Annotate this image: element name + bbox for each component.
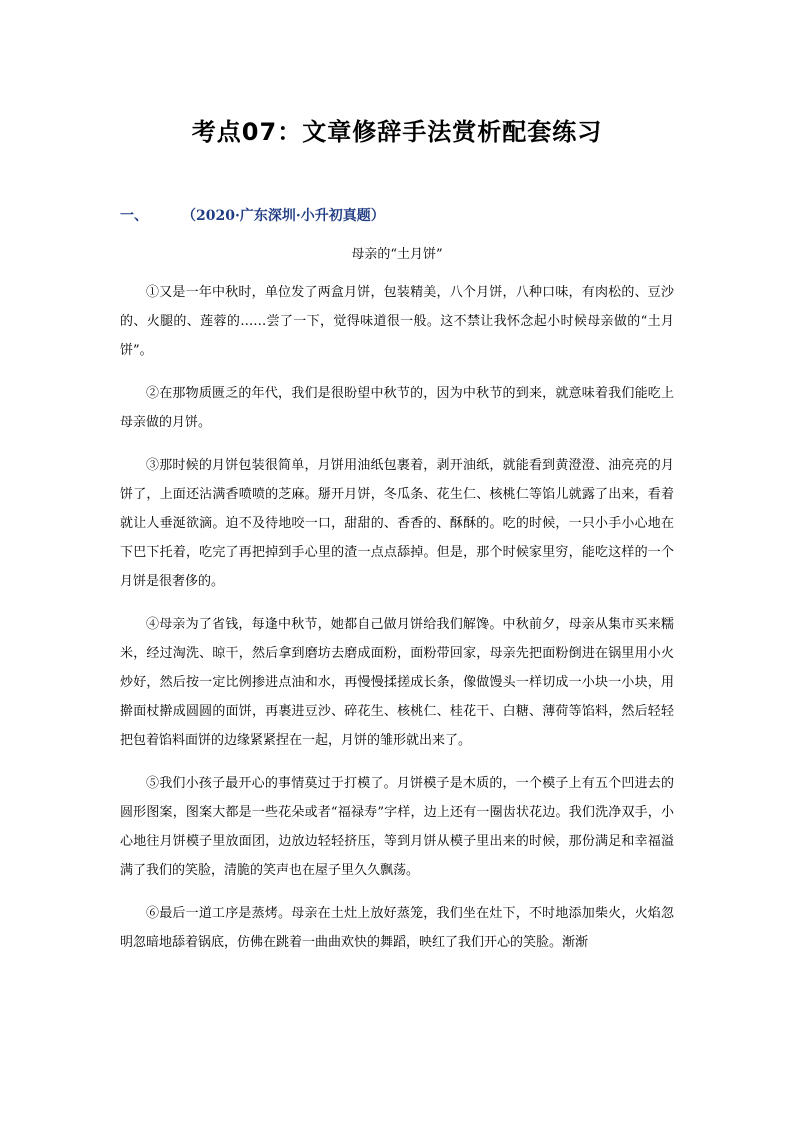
paragraph-2: ②在那物质匮乏的年代，我们是很盼望中秋节的，因为中秋节的到来，就意味着我们能吃上母亲做的月饼。	[120, 386, 674, 430]
passage-title: 母亲的“土月饼”	[351, 247, 443, 262]
paragraph-5: ⑤我们小孩子最开心的事情莫过于打模了。月饼模子是木质的，一个模子上有五个凹进去的圆形图案，图案大都是一些花朵或者“福禄寿”字样，边上还有一圈齿状花边。我们洗净双手，小心地往月饼模子里放面团，边放边轻轻挤压，等到月饼从模子里出来的时候，那份满足和幸福溢满了我们的笑脸，清脆的笑声也在屋子里久久飘荡。	[120, 776, 674, 878]
paragraph-3: ③那时候的月饼包装很简单，月饼用油纸包裹着，剥开油纸，就能看到黄澄澄、油亮亮的月饼了，上面还沾满香喷喷的芝麻。掰开月饼，冬瓜条、花生仁、核桃仁等馅儿就露了出来，看着就让人垂涎欲滴。迫不及待地咬一口，甜甜的、香香的、酥酥的。吃的时候，一只小手小心地在下巴下托着，吃完了再把掉到手心里的渣一点点舔掉。但是，那个时候家里穷，能吃这样的一个月饼是很奢侈的。	[120, 458, 674, 589]
page-title: 考点07：文章修辞手法赏析配套练习	[191, 118, 603, 146]
passage-body	[120, 278, 674, 971]
section-number: 一、	[120, 208, 148, 224]
section-heading	[120, 205, 385, 225]
paragraph-1: ①又是一年中秋时，单位发了两盒月饼，包装精美，八个月饼，八种口味，有肉松的、豆沙的、火腿的、莲蓉的……尝了一下，觉得味道很一般。这不禁让我怀念起小时候母亲做的“土月饼”。	[120, 285, 674, 358]
paragraph-4: ④母亲为了省钱，每逢中秋节，她都自己做月饼给我们解馋。中秋前夕，母亲从集市买来糯米，经过淘洗、晾干，然后拿到磨坊去磨成面粉，面粉带回家，母亲先把面粉倒进在锅里用小火炒好，然后按一定比例掺进点油和水，再慢慢揉搓成长条，像做馒头一样切成一小块一小块，用擀面杖擀成圆圆的面饼，再裹进豆沙、碎花生、核桃仁、桂花干、白糖、薄荷等馅料，然后轻轻把包着馅料面饼的边缘紧紧捏在一起，月饼的雏形就出来了。	[120, 617, 674, 748]
section-source: （2020·广东深圳·小升初真题）	[182, 208, 385, 224]
paragraph-6: ⑥最后一道工序是蒸烤。母亲在土灶上放好蒸笼，我们坐在灶下，不时地添加柴火，火焰忽明忽暗地舔着锅底，仿佛在跳着一曲曲欢快的舞蹈，映红了我们开心的笑脸。渐渐	[120, 906, 674, 950]
